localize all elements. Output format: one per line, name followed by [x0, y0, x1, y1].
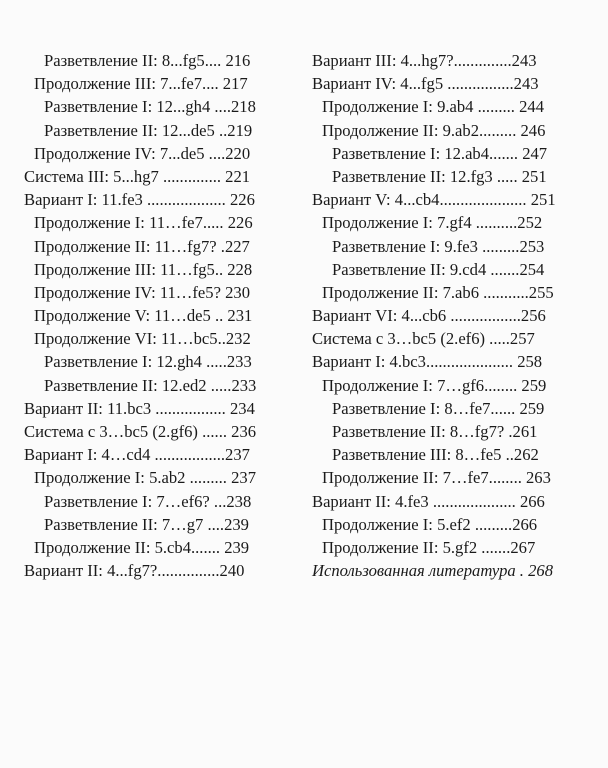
toc-entry: Разветвление I: 7…ef6? ...238 — [44, 491, 252, 511]
toc-entry: Продолжение I: 5.ef2 .........266 — [322, 514, 538, 534]
toc-entry: Продолжение III: 11…fg5.. 228 — [34, 259, 253, 279]
toc-entry: Продолжение II: 7…fe7........ 263 — [322, 468, 551, 488]
toc-entry: Вариант VI: 4...cb6 .................256 — [312, 306, 546, 326]
toc-entry: Разветвление II: 12.fg3 ..... 251 — [332, 166, 547, 186]
toc-entry: Продолжение II: 5.gf2 .......267 — [322, 537, 536, 557]
toc-entry: Разветвление I: 12...gh4 ....218 — [44, 97, 256, 117]
toc-entry: Разветвление I: 8…fe7...... 259 — [332, 398, 545, 418]
toc-entry: Продолжение II: 11…fg7? .227 — [34, 236, 250, 256]
toc-entry: Разветвление II: 8…fg7? .261 — [332, 422, 538, 441]
toc-entry: Продолжение V: 11…de5 .. 231 — [34, 306, 253, 326]
toc-entry: Система III: 5...hg7 .............. 221 — [24, 166, 251, 186]
toc-entry: Продолжение III: 7...fe7.... 217 — [34, 74, 248, 94]
toc-entry: Продолжение IV: 11…fe5? 230 — [34, 282, 250, 302]
toc-entry: Продолжение I: 11…fe7..... 226 — [34, 213, 253, 233]
toc-entry: Продолжение I: 9.ab4 ......... 244 — [322, 97, 544, 117]
toc-entry: Вариант III: 4...hg7?..............243 — [312, 51, 537, 70]
toc-entry: Продолжение I: 5.ab2 ......... 237 — [34, 468, 256, 488]
toc-entry: Продолжение II: 9.ab2......... 246 — [322, 120, 546, 140]
toc-entry: Разветвление II: 12.ed2 .....233 — [44, 375, 257, 395]
toc-entry: Разветвление I: 9.fe3 .........253 — [332, 236, 545, 256]
toc-entry: Разветвление III: 8…fe5 ..262 — [332, 445, 539, 465]
toc-left-column — [24, 49, 289, 582]
toc-entry: Вариант IV: 4...fg5 ................243 — [312, 74, 539, 94]
toc-entry: Продолжение IV: 7...de5 ....220 — [34, 143, 251, 163]
toc-entry: Продолжение I: 7.gf4 ..........252 — [322, 213, 543, 233]
toc-entry: Вариант I: 11.fe3 ................... 226 — [24, 190, 255, 210]
toc-entry: Продолжение I: 7…gf6........ 259 — [322, 375, 547, 395]
toc-entry: Вариант I: 4…cd4 .................237 — [24, 445, 250, 465]
toc-entry: Вариант I: 4.bc3..................... 258 — [312, 352, 543, 372]
toc-entry: Система с 3…bc5 (2.gf6) ...... 236 — [24, 422, 257, 441]
toc-entry: Разветвление II: 12...de5 ..219 — [44, 120, 253, 140]
toc-entry: Разветвление II: 9.cd4 .......254 — [332, 259, 545, 279]
toc-entry: Система с 3…bc5 (2.ef6) .....257 — [312, 329, 535, 349]
toc-entry: Разветвление II: 7…g7 ....239 — [44, 514, 249, 534]
toc-entry: Вариант II: 4...fg7?...............240 — [24, 561, 245, 581]
toc-entry: Разветвление I: 12.gh4 .....233 — [44, 352, 252, 372]
toc-entry: Использованная литература . 268 — [312, 561, 553, 581]
toc-entry: Продолжение II: 5.cb4....... 239 — [34, 537, 250, 557]
toc-entry: Продолжение VI: 11…bc5..232 — [34, 329, 251, 349]
toc-right-column — [312, 49, 582, 582]
toc-entry: Разветвление I: 12.ab4....... 247 — [332, 143, 548, 163]
toc-entry: Вариант V: 4...cb4..................... 251 — [312, 190, 556, 210]
toc-entry: Вариант II: 4.fe3 .................... 266 — [312, 491, 545, 511]
toc-entry: Продолжение II: 7.ab6 ...........255 — [322, 282, 554, 302]
toc-entry: Разветвление II: 8...fg5.... 216 — [44, 51, 251, 70]
toc-entry: Вариант II: 11.bc3 ................. 234 — [24, 398, 255, 418]
